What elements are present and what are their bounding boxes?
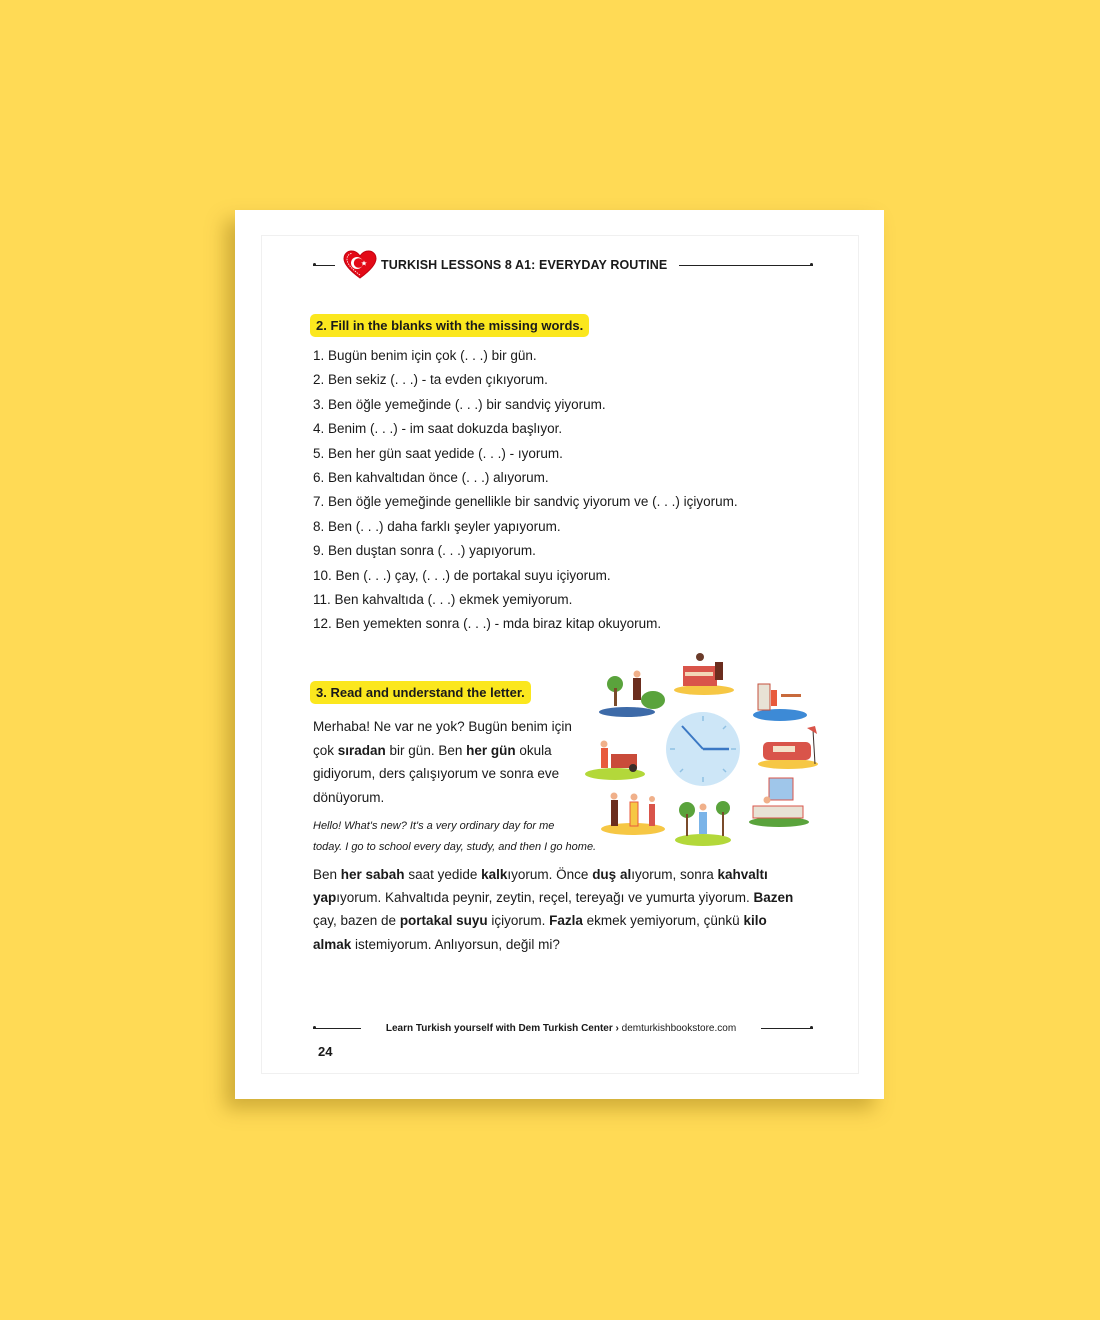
text: istemiyorum. Anlıyorsun, değil mi? [351, 936, 560, 952]
page-footer [313, 1020, 813, 1036]
bold-word: portakal suyu [399, 913, 488, 929]
footer-brand: Learn Turkish yourself with Dem Turkish Center [385, 1022, 613, 1034]
translation-line: today. I go to school every day, study, and then I go home. [313, 841, 597, 853]
bold-word: duş al [592, 867, 632, 882]
page-header [313, 250, 813, 280]
exercise-item: 8. Ben (. . .) daha farklı şeyler yapıyorum. [313, 518, 561, 534]
text: ekmek yemiyorum, çünkü [582, 913, 744, 929]
footer-text [376, 1023, 746, 1034]
footer-rule-right [761, 1028, 813, 1029]
exercise-item: 11. Ben kahvaltıda (. . .) ekmek yemiyorum. [313, 592, 573, 608]
exercise-item: 1. Bugün benim için çok (. . .) bir gün. [313, 348, 537, 363]
bold-word: sıradan [337, 742, 386, 758]
exercise-item: 7. Ben öğle yemeğinde genellikle bir sandviç yiyorum ve (. . .) içiyorum. [313, 494, 738, 510]
text: Merhaba! Ne var ne yok? Bugün benim için çok [313, 719, 572, 758]
exercise-item: 3. Ben öğle yemeğinde (. . .) bir sandviç yiyorum. [313, 396, 606, 412]
book-page [235, 210, 884, 1099]
text: içiyorum. [487, 913, 550, 929]
exercise-item: 12. Ben yemekten sonra (. . .) - mda biraz kitap okuyorum. [313, 616, 662, 632]
letter-translation [313, 816, 596, 858]
text: okula gidiyorum, ders çalışıyorum ve sonra eve dönüyorum. [313, 742, 560, 805]
text: saat yedide [404, 867, 482, 882]
text: Ben [313, 867, 341, 882]
header-title: TURKISH LESSONS 8 A1: EVERYDAY ROUTINE [381, 258, 668, 272]
text: çay, bazen de [313, 913, 400, 929]
text: ıyorum. Önce [507, 867, 593, 882]
exercise-item: 9. Ben duştan sonra (. . .) yapıyorum. [313, 543, 536, 559]
exercise-item: 4. Benim (. . .) - im saat dokuzda başlıyor. [313, 421, 563, 437]
bold-word: her gün [466, 742, 516, 758]
exercise2-list [313, 344, 738, 637]
text: ıyorum. Kahvaltıda peynir, zeytin, reçel, tereyağı ve yumurta yiyorum. [336, 890, 754, 906]
text: ıyorum, sonra [631, 867, 718, 882]
bold-word: kilo almak [313, 913, 767, 952]
turkey-flag-heart-icon [343, 250, 377, 280]
exercise-item: 2. Ben sekiz (. . .) - ta evden çıkıyorum. [313, 372, 548, 388]
exercise-item: 6. Ben kahvaltıdan önce (. . .) alıyorum. [313, 470, 549, 486]
exercise3-label: 3. Read and understand the letter. [310, 681, 531, 704]
exercise-item: 10. Ben (. . .) çay, (. . .) de portakal suyu içiyorum. [313, 567, 611, 583]
bold-word: kahvaltı yap [313, 867, 768, 906]
page-number: 24 [318, 1044, 333, 1059]
translation-line: Hello! What's new? It's a very ordinary day for me [313, 820, 555, 832]
text: bir gün. Ben [385, 742, 467, 758]
footer-separator: › [615, 1022, 619, 1034]
footer-rule-left [313, 1028, 361, 1029]
letter-body [313, 863, 803, 956]
exercise2-label: 2. Fill in the blanks with the missing words. [310, 314, 589, 337]
bold-word: her sabah [340, 867, 405, 882]
bold-word: Bazen [753, 890, 794, 906]
daily-routine-clock-illustration [585, 642, 825, 852]
footer-url[interactable]: demturkishbookstore.com [621, 1022, 737, 1034]
bold-word: Fazla [549, 913, 583, 929]
bold-word: kalk [481, 867, 508, 882]
header-rule-left [313, 265, 335, 266]
letter-intro [313, 715, 583, 809]
header-rule-right [679, 265, 813, 266]
exercise-item: 5. Ben her gün saat yedide (. . .) - ıyorum. [313, 445, 563, 461]
